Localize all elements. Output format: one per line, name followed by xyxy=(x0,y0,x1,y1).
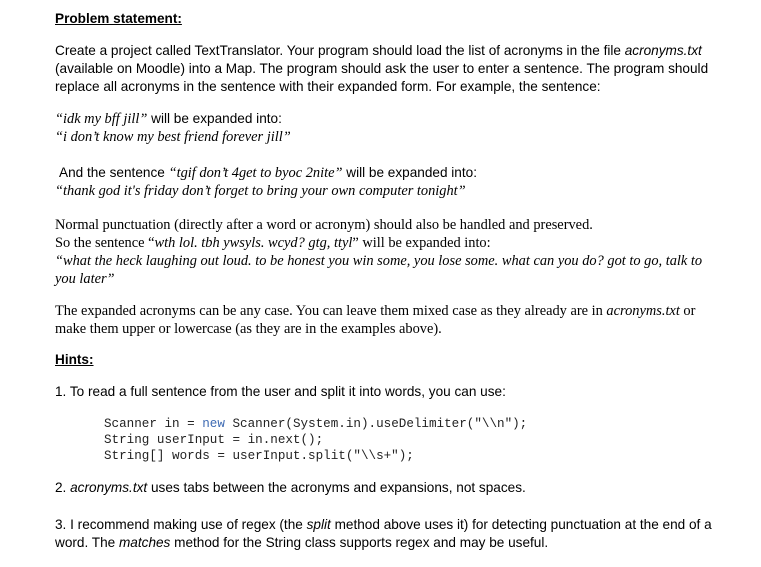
hint-3-line-1-a: 3. I recommend making use of regex (the xyxy=(55,517,307,532)
example-2-input: “tgif don’t 4get to byoc 2nite” xyxy=(168,165,343,181)
code-line-1-a: Scanner in = xyxy=(104,417,203,431)
example-2-prefix: And the sentence xyxy=(59,165,169,180)
intro-paragraph xyxy=(55,42,745,96)
hint-3-line-1 xyxy=(55,516,745,534)
hint-3-line-2-a: word. The xyxy=(55,535,119,550)
punctuation-line-2-b: ” will be expanded into: xyxy=(352,235,491,251)
punctuation-example-input: wth lol. tbh ywsyls. wcyd? gtg, ttyl xyxy=(154,235,353,251)
example-2-connector: will be expanded into: xyxy=(342,165,477,180)
case-note-paragraph xyxy=(55,302,745,338)
case-note-line-1-a: The expanded acronyms can be any case. You can leave them mixed case as they already are in xyxy=(55,303,607,319)
code-line-3: String[] words = userInput.split("\\s+"); xyxy=(104,449,414,463)
case-note-line-1 xyxy=(55,302,745,320)
hint-3-matches-word: matches xyxy=(118,535,171,550)
problem-statement-heading: Problem statement: xyxy=(55,11,182,26)
code-line-1-b: Scanner(System.in).useDelimiter("\\n"); xyxy=(224,417,528,431)
hint-3-split-word: split xyxy=(306,517,331,532)
code-line-1 xyxy=(104,416,527,432)
punctuation-line-2 xyxy=(55,234,745,252)
hint-2-b: uses tabs between the acronyms and expansions, not spaces. xyxy=(147,480,526,495)
hint-2-a: 2. xyxy=(55,480,71,495)
example-2-output: “thank god it's friday don’t forget to bring your own computer tonight” xyxy=(55,183,466,199)
code-keyword-new: new xyxy=(202,417,225,431)
punctuation-paragraph xyxy=(55,216,745,288)
intro-line-2: (available on Moodle) into a Map. The program should ask the user to enter a sentence. The program should xyxy=(55,61,709,76)
acronyms-file-name: acronyms.txt xyxy=(624,43,702,58)
intro-line-3: replace all acronyms in the sentence with their expanded form. For example, the sentence: xyxy=(55,79,601,94)
case-note-file-name: acronyms.txt xyxy=(606,303,680,319)
hint-3 xyxy=(55,516,745,552)
code-line-2: String userInput = in.next(); xyxy=(104,433,324,447)
punctuation-line-2-a: So the sentence “ xyxy=(55,235,155,251)
example-2 xyxy=(55,164,477,200)
hint-3-line-2 xyxy=(55,534,745,552)
intro-line-1-text: Create a project called TextTranslator. Your program should load the list of acronyms in the file xyxy=(55,43,625,58)
hint-3-line-2-b: method for the String class supports regex and may be useful. xyxy=(170,535,549,550)
intro-line-1 xyxy=(55,42,745,60)
case-note-line-2: make them upper or lowercase (as they are in the examples above). xyxy=(55,321,442,337)
punctuation-output-line-1: “what the heck laughing out loud. to be honest you win some, you lose some. what can you do? got to go, talk to xyxy=(55,253,703,269)
code-snippet xyxy=(104,416,527,464)
punctuation-line-1: Normal punctuation (directly after a word or acronym) should also be handled and preserved. xyxy=(55,217,593,233)
hints-heading: Hints: xyxy=(55,352,94,367)
example-1-input: “idk my bff jill” xyxy=(55,111,148,127)
example-1-output: “i don’t know my best friend forever jill” xyxy=(55,129,291,145)
case-note-line-1-b: or xyxy=(679,303,696,319)
hint-3-line-1-b: method above uses it) for detecting punctuation at the end of a xyxy=(330,517,712,532)
hint-2 xyxy=(55,479,526,497)
hint-2-file-name: acronyms.txt xyxy=(70,480,148,495)
example-1-connector: will be expanded into: xyxy=(147,111,282,126)
punctuation-output-line-2: you later” xyxy=(55,271,115,287)
hint-1: 1. To read a full sentence from the user and split it into words, you can use: xyxy=(55,384,506,399)
example-1 xyxy=(55,110,291,146)
